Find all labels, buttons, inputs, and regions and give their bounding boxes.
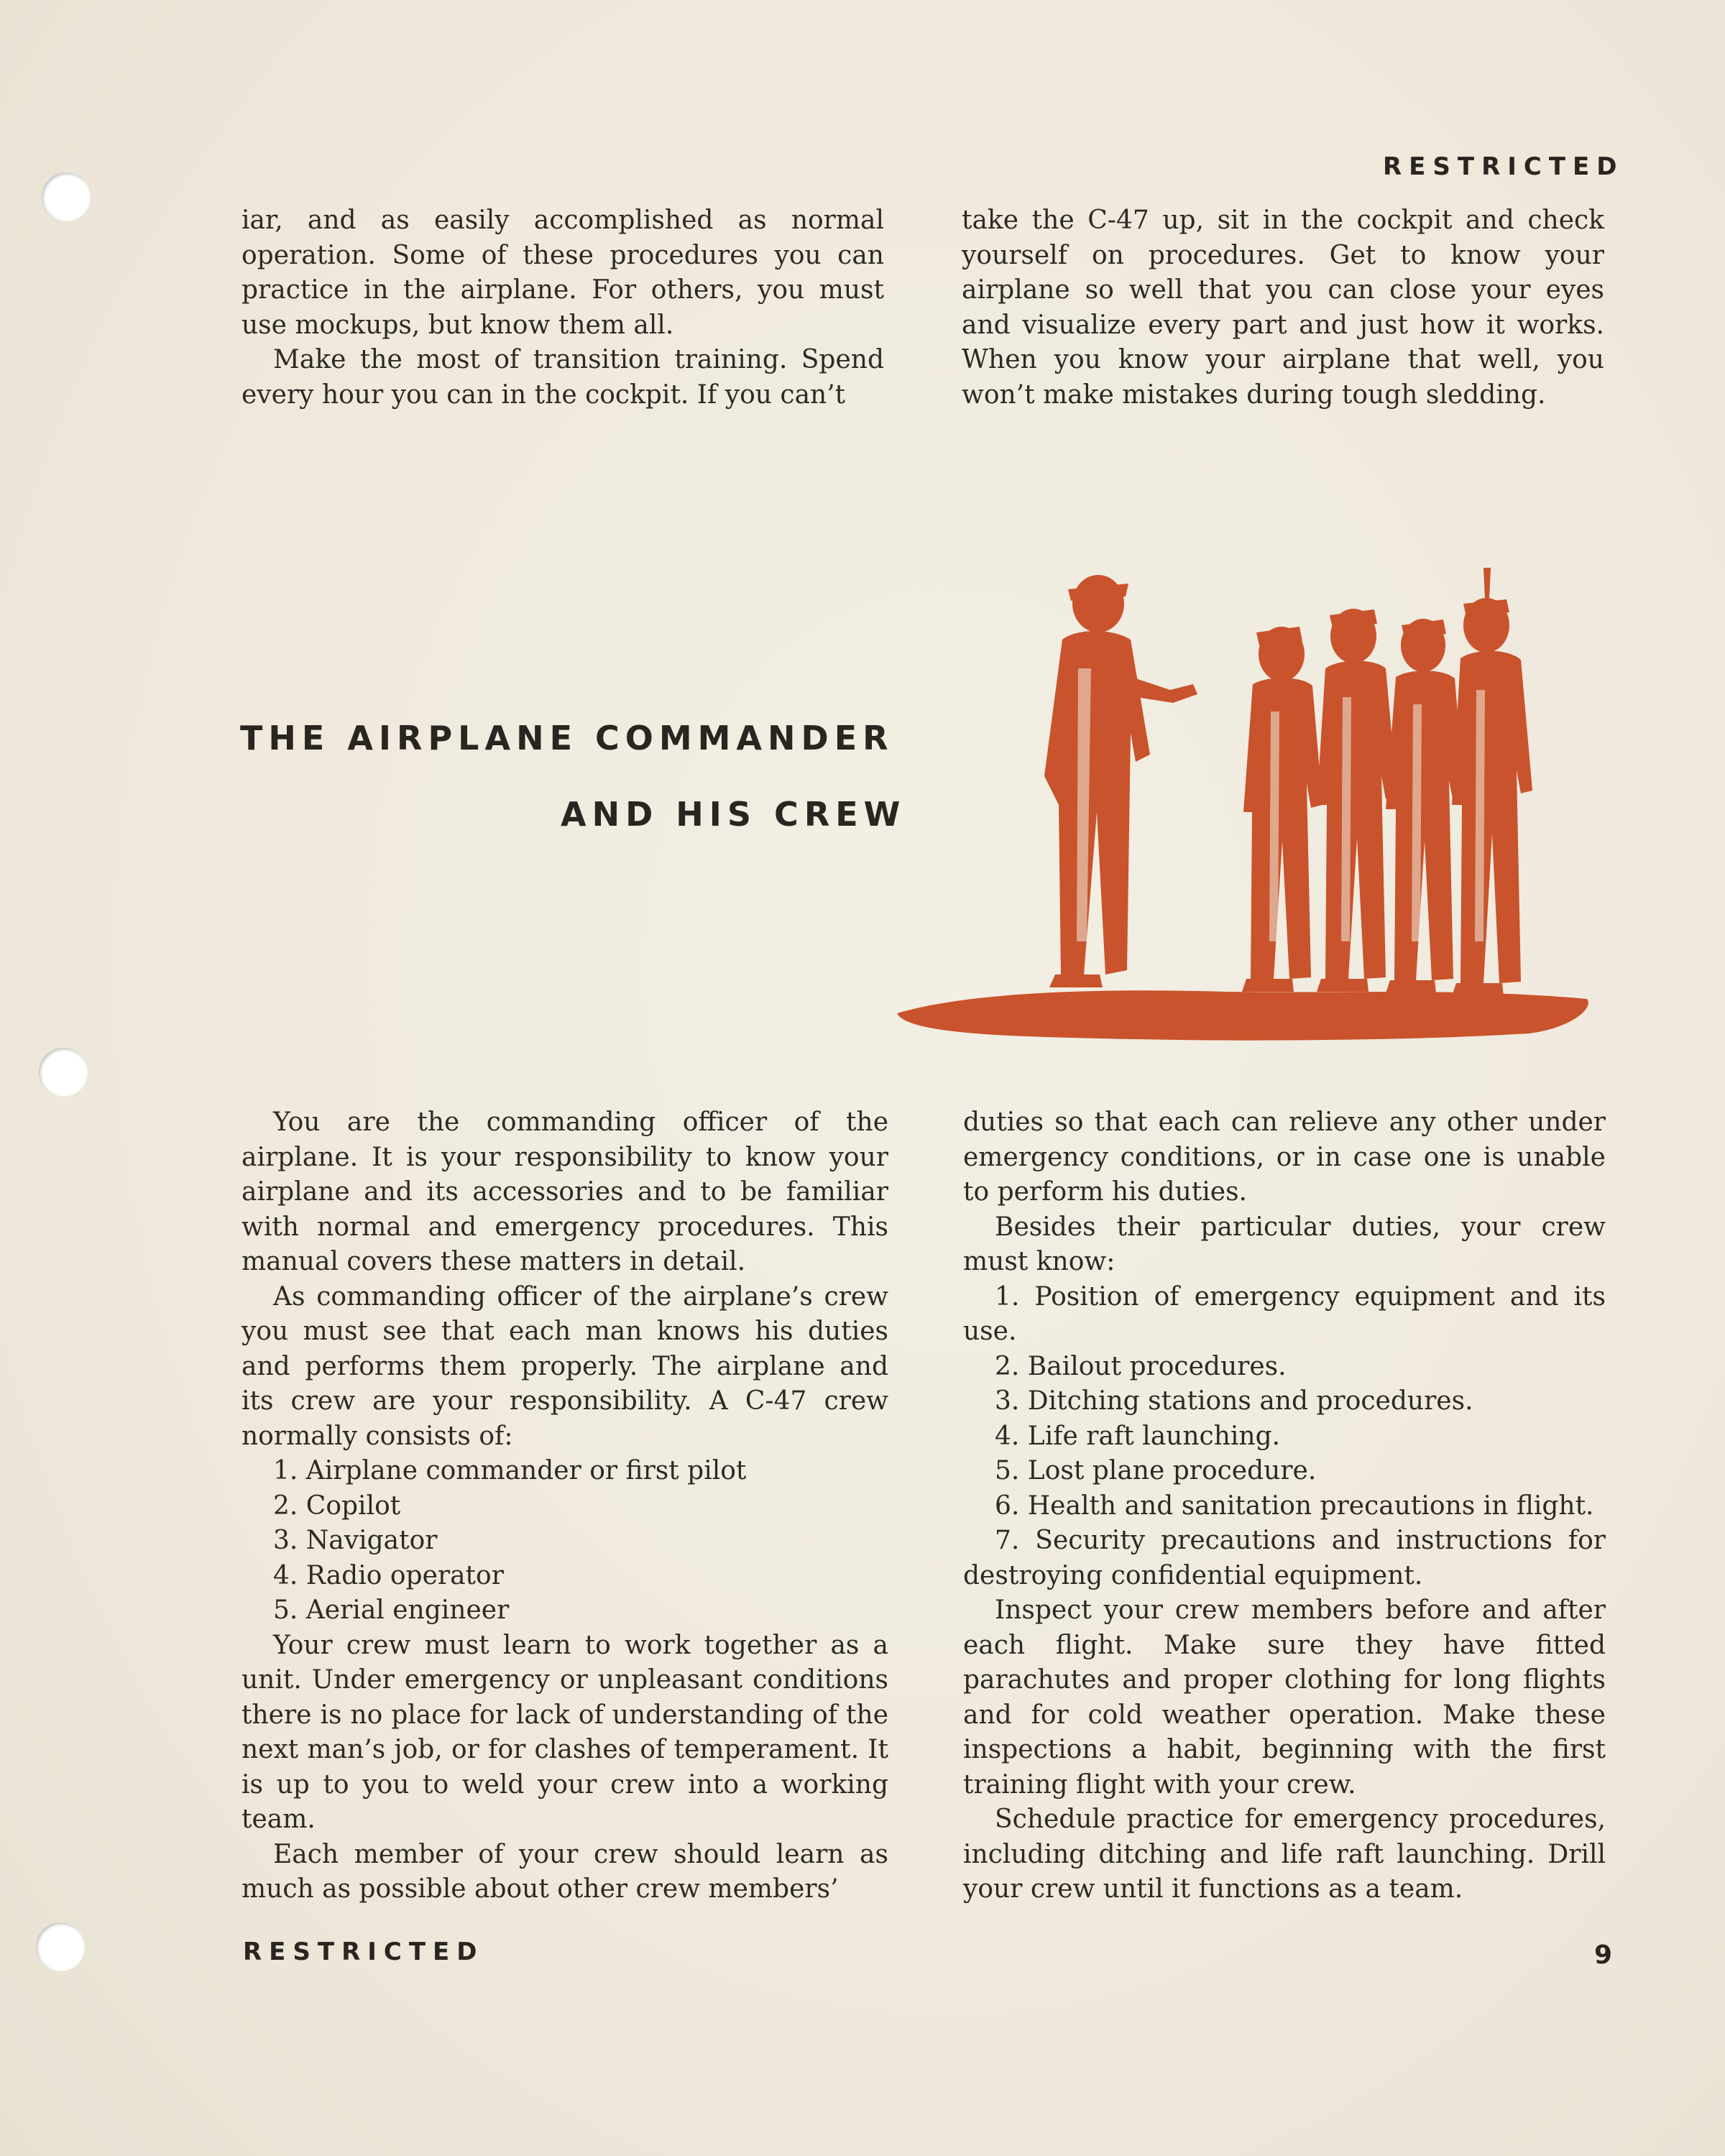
list-item: 7. Security precautions and instructions for destroying confidential equipment. <box>963 1526 1606 1590</box>
binder-hole-top <box>42 172 91 221</box>
top-left-para-1: iar, and as easily accomplished as normal operation. Some of these procedures you can practice in the airplane. For others, you must use mockups, but know them all. <box>242 206 884 340</box>
body-right-para-4: Schedule practice for emergency procedures, including ditching and life raft launching. Drill your crew until it functions as a team. <box>963 1805 1606 1904</box>
list-item: 1. Position of emergency equipment and its use. <box>963 1281 1606 1346</box>
list-item: 4. Life raft launching. <box>995 1421 1281 1451</box>
body-left-para-2: As commanding officer of the airplane’s crew you must see that each man knows his duties and performs them properly. The airplane and its crew are your responsibility. A C-47 crew normally consists of: <box>242 1281 888 1451</box>
section-title-line-1: THE AIRPLANE COMMANDER <box>240 719 894 757</box>
list-item: 3. Ditching stations and procedures. <box>995 1386 1473 1416</box>
page-number: 9 <box>1594 1940 1613 1970</box>
crew-group-illustration <box>883 568 1601 1042</box>
list-item: 6. Health and sanitation precautions in flight. <box>995 1491 1594 1521</box>
top-right-para-1: take the C-47 up, sit in the cockpit and check yourself on procedures. Get to know your airplane so well that you can close your eyes and visualize every part and just how it works. When you know your airplane that well, you won’t make mistakes during tough sledding. <box>962 206 1604 410</box>
list-item: 3. Navigator <box>273 1526 438 1555</box>
body-right-para-3: Inspect your crew members before and after each flight. Make sure they have fitted parachutes and proper clothing for long flights and for cold weather operation. Make these inspections a habit, beginning with the first training flight with your crew. <box>963 1595 1606 1800</box>
list-item: 2. Bailout procedures. <box>995 1351 1287 1381</box>
top-text-left-column <box>242 203 884 413</box>
list-item: 2. Copilot <box>273 1491 401 1521</box>
body-left-para-3: Your crew must learn to work together as a unit. Under emergency or unpleasant conditions there is no place for lack of understanding of the next man’s job, or for clashes of temperament. It is up to you to weld your crew into a working team. <box>242 1630 888 1834</box>
body-right-para-1: duties so that each can relieve any other under emergency conditions, or in case one is unable to perform his duties. <box>963 1107 1606 1207</box>
binder-hole-bottom <box>36 1922 85 1971</box>
list-item: 5. Lost plane procedure. <box>995 1456 1317 1485</box>
body-right-column <box>963 1105 1606 1907</box>
body-left-column <box>242 1105 888 1907</box>
body-right-para-2: Besides their particular duties, your crew must know: <box>963 1212 1606 1276</box>
top-text-right-column <box>962 203 1604 413</box>
section-title-line-2: AND HIS CREW <box>561 795 906 834</box>
restricted-marking-bottom: RESTRICTED <box>243 1938 484 1966</box>
restricted-marking-top: RESTRICTED <box>1383 152 1624 181</box>
body-left-para-1: You are the commanding officer of the airplane. It is your responsibility to know your airplane and its accessories and to be familiar with normal and emergency procedures. This manual covers these matters in detail. <box>242 1107 888 1276</box>
list-item: 1. Airplane commander or first pilot <box>273 1456 747 1485</box>
top-left-para-2: Make the most of transition training. Spend every hour you can in the cockpit. If you can’t <box>242 345 884 410</box>
list-item: 5. Aerial engineer <box>273 1595 510 1625</box>
binder-hole-middle <box>39 1048 88 1097</box>
list-item: 4. Radio operator <box>273 1560 504 1590</box>
body-left-para-4: Each member of your crew should learn as much as possible about other crew members’ <box>242 1839 888 1904</box>
